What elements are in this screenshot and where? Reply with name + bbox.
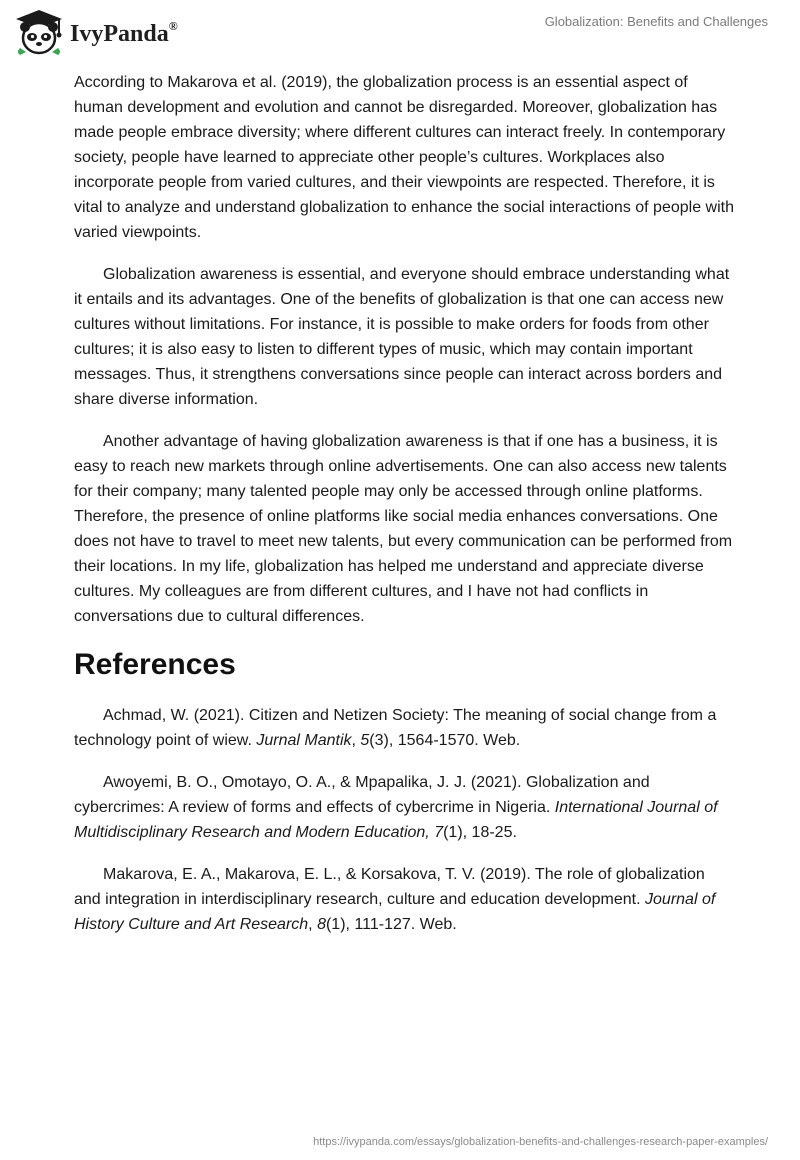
reference-item-2: Awoyemi, B. O., Omotayo, O. A., & Mpapalika, J. J. (2021). Globalization and cybercrimes: A review of forms and effects of cybercrime in Nigeria. International Journal of Multidisciplinary Research and Modern Education, 7(1), 18-25. <box>74 774 718 841</box>
body-paragraph-2: Globalization awareness is essential, and everyone should embrace understanding what it entails and its advantages. One of the benefits of globalization is that one can access new cultures without limitations. For instance, it is possible to make orders for foods from other cultures; it is also easy to listen to different types of music, which may contain important messages. Thus, it strengthens conversations since people can interact across borders and share diverse information. <box>74 266 730 408</box>
panda-graduate-icon <box>14 8 64 56</box>
ivypanda-logo[interactable] <box>14 8 178 56</box>
document-title: Globalization: Benefits and Challenges <box>544 14 768 29</box>
source-url[interactable]: https://ivypanda.com/essays/globalization-benefits-and-challenges-research-paper-examples/ <box>313 1136 768 1148</box>
reference-item-3: Makarova, E. A., Makarova, E. L., & Korsakova, T. V. (2019). The role of globalization and integration in interdisciplinary research, culture and education development. Journal of History Culture and Art Research, 8(1), 111-127. Web. <box>74 866 716 933</box>
references-heading: References <box>74 648 236 681</box>
body-paragraph-3: Another advantage of having globalization awareness is that if one has a business, it is easy to reach new markets through online advertisements. One can also access new talents for their company; many talented people may only be accessed through online platforms. Therefore, the presence of online platforms like social media enhances conversations. One does not have to travel to meet new talents, but every communication can be performed from their locations. In my life, globalization has helped me understand and appreciate diverse cultures. My colleagues are from different cultures, and I have not had conflicts in conversations due to cultural differences. <box>74 433 733 625</box>
brand-name: IvyPanda® <box>70 18 178 47</box>
body-paragraph-1: According to Makarova et al. (2019), the globalization process is an essential aspect of human development and evolution and cannot be disregarded. Moreover, globalization has made people embrace diversity; where different cultures can interact freely. In contemporary society, people have learned to appreciate other people’s cultures. Workplaces also incorporate people from varied cultures, and their viewpoints are respected. Therefore, it is vital to analyze and understand globalization to enhance the social interactions of people with varied viewpoints. <box>74 74 734 241</box>
page-header <box>0 0 800 70</box>
reference-item-1: Achmad, W. (2021). Citizen and Netizen Society: The meaning of social change from a technology point of wiew. Jurnal Mantik, 5(3), 1564-1570. Web. <box>74 707 717 749</box>
essay-content <box>74 70 734 954</box>
